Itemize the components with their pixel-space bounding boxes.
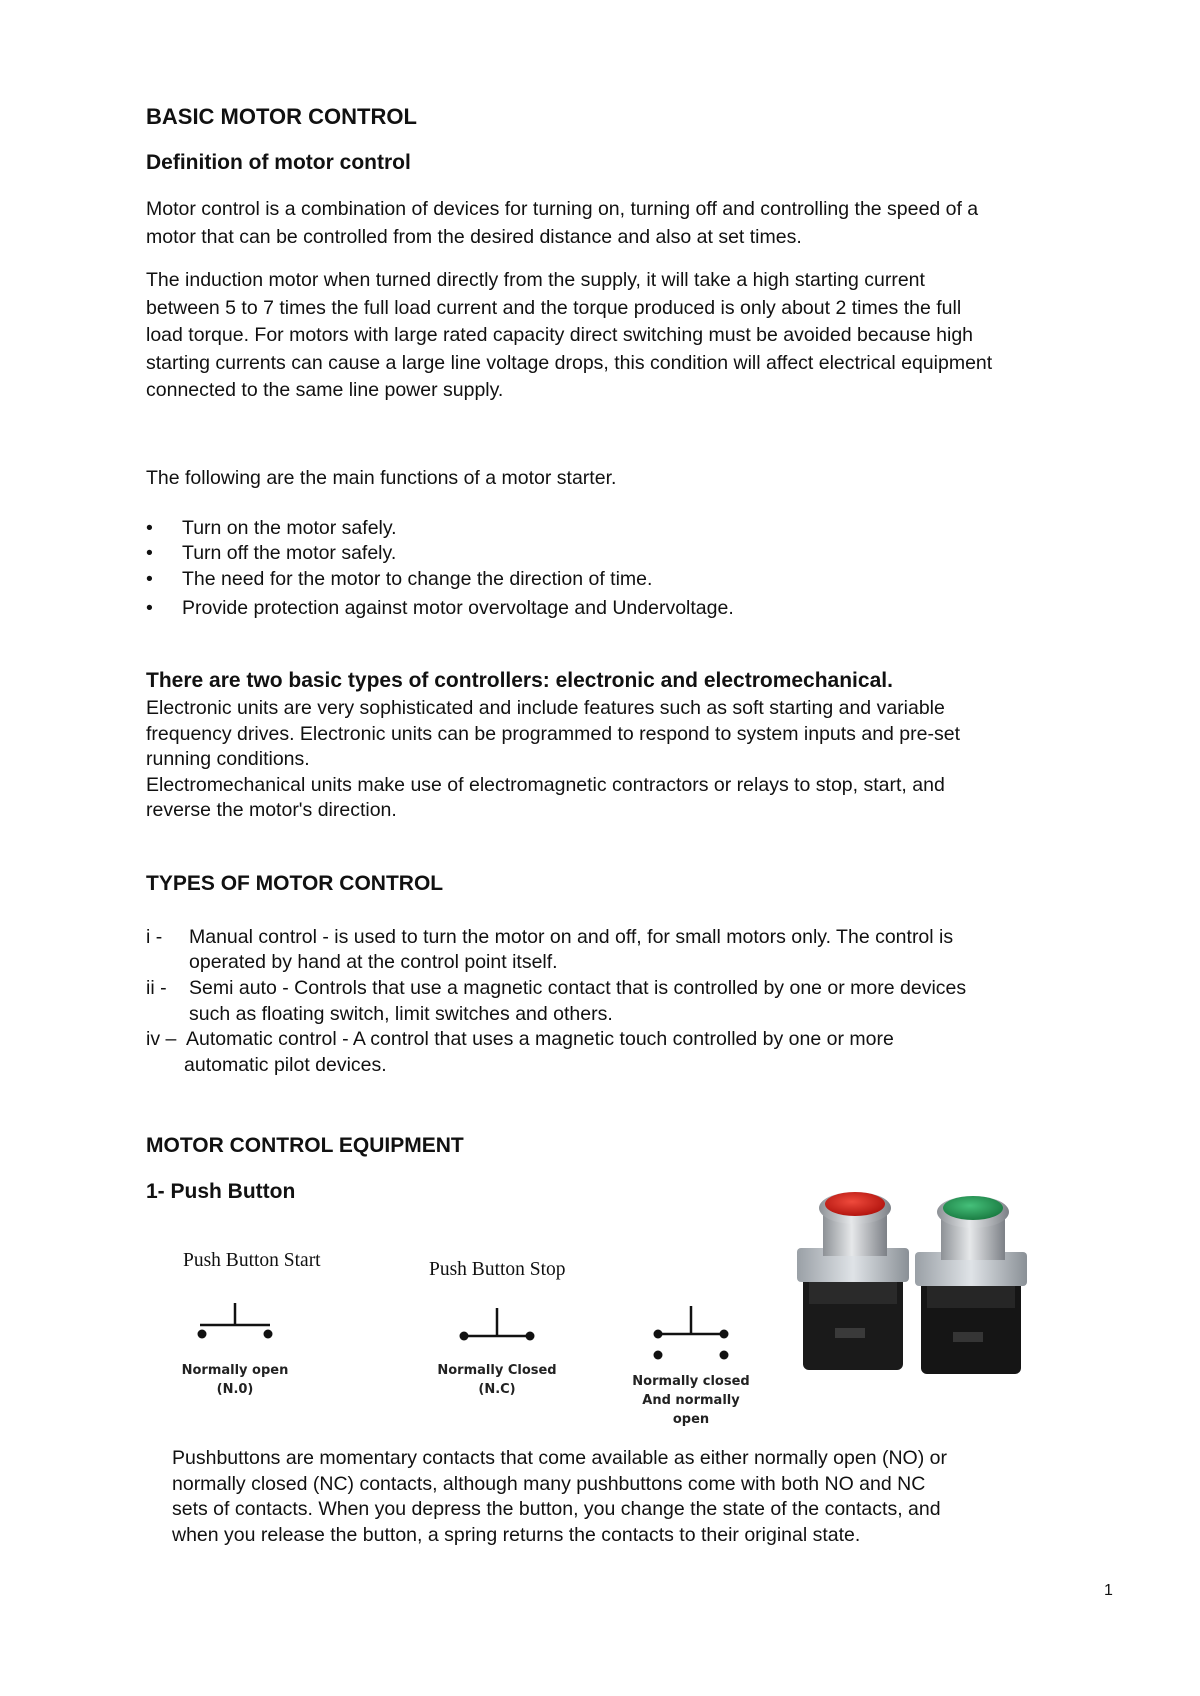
caption-line: Normally open (181, 1363, 289, 1378)
controllers-paragraph (146, 696, 960, 824)
bullet-icon: • (146, 542, 153, 564)
normally-closed-and-open-caption (606, 1372, 776, 1429)
types-heading: TYPES OF MOTOR CONTROL (146, 872, 444, 895)
list-item-text: Provide protection against motor overvoltage and Undervoltage. (182, 597, 734, 619)
functions-intro: The following are the main functions of a motor starter. (146, 467, 617, 489)
page-number: 1 (1104, 1582, 1113, 1599)
normally-closed-caption (412, 1361, 582, 1399)
normally-closed-symbol (452, 1306, 542, 1346)
list-item-text: Turn on the motor safely. (182, 517, 397, 539)
pushbutton-paragraph (172, 1446, 947, 1548)
push-button-heading: 1- Push Button (146, 1180, 296, 1203)
push-buttons-photo (795, 1178, 1035, 1378)
bullet-icon: • (146, 517, 153, 539)
caption-line: Normally Closed (437, 1363, 557, 1378)
bullet-icon: • (146, 597, 153, 619)
definition-heading: Definition of motor control (146, 151, 411, 174)
push-button-start-label: Push Button Start (183, 1250, 321, 1271)
document-title: BASIC MOTOR CONTROL (146, 104, 417, 129)
list-item-text: Turn off the motor safely. (182, 542, 397, 564)
paragraph-line: Pushbuttons are momentary contacts that come available as either normally open (NO) or (172, 1447, 947, 1469)
normally-open-symbol (190, 1300, 280, 1340)
list-item-text: operated by hand at the control point itself. (189, 951, 558, 973)
caption-line: open (672, 1412, 710, 1427)
paragraph-line: Electromechanical units make use of electromagnetic contractors or relays to stop, start, and (146, 773, 945, 796)
normally-closed-and-open-symbol (646, 1304, 736, 1364)
list-marker: iv – (146, 1028, 177, 1050)
paragraph-line: starting currents can cause a large line voltage drops, this condition will affect electrical equipment (146, 351, 993, 374)
paragraph-line: running conditions. (146, 748, 310, 770)
bullet-icon: • (146, 568, 153, 590)
paragraph-line: Motor control is a combination of devices for turning on, turning off and controlling the speed of a (146, 198, 979, 220)
caption-line: And normally (642, 1393, 740, 1408)
caption-line: (N.0) (216, 1382, 254, 1397)
paragraph-line: frequency drives. Electronic units can be programmed to respond to system inputs and pre-set (146, 722, 960, 745)
paragraph-line: motor that can be controlled from the desired distance and also at set times. (146, 225, 802, 248)
list-marker: ii - (146, 977, 167, 999)
equipment-heading: MOTOR CONTROL EQUIPMENT (146, 1134, 464, 1157)
definition-paragraph (146, 196, 978, 251)
controllers-heading: There are two basic types of controllers: electronic and electromechanical. (146, 669, 893, 692)
paragraph-line: Electronic units are very sophisticated and include features such as soft starting and variable (146, 697, 945, 719)
list-item-text: Manual control - is used to turn the motor on and off, for small motors only. The control is (189, 926, 954, 948)
paragraph-line: between 5 to 7 times the full load current and the torque produced is only about 2 times the full (146, 296, 962, 319)
induction-paragraph (146, 267, 992, 405)
list-item-text: The need for the motor to change the direction of time. (182, 568, 653, 590)
caption-line: Normally closed (632, 1374, 750, 1389)
list-item-text: automatic pilot devices. (184, 1054, 387, 1076)
list-item-text: Automatic control - A control that uses a magnetic touch controlled by one or more (186, 1028, 894, 1050)
push-button-stop-label: Push Button Stop (429, 1259, 566, 1280)
normally-open-caption (150, 1361, 320, 1399)
paragraph-line: load torque. For motors with large rated capacity direct switching must be avoided because high (146, 324, 974, 346)
list-item-text: Semi auto - Controls that use a magnetic contact that is controlled by one or more devices (189, 977, 967, 999)
paragraph-line: connected to the same line power supply. (146, 379, 504, 401)
list-item-text: such as floating switch, limit switches and others. (189, 1003, 613, 1025)
paragraph-line: reverse the motor's direction. (146, 799, 397, 821)
paragraph-line: The induction motor when turned directly from the supply, it will take a high starting current (146, 269, 925, 291)
caption-line: (N.C) (478, 1382, 516, 1397)
paragraph-line: when you release the button, a spring returns the contacts to their original state. (172, 1523, 861, 1546)
paragraph-line: sets of contacts. When you depress the button, you change the state of the contacts, and (172, 1498, 941, 1520)
list-marker: i - (146, 926, 163, 948)
paragraph-line: normally closed (NC) contacts, although many pushbuttons come with both NO and NC (172, 1472, 926, 1495)
